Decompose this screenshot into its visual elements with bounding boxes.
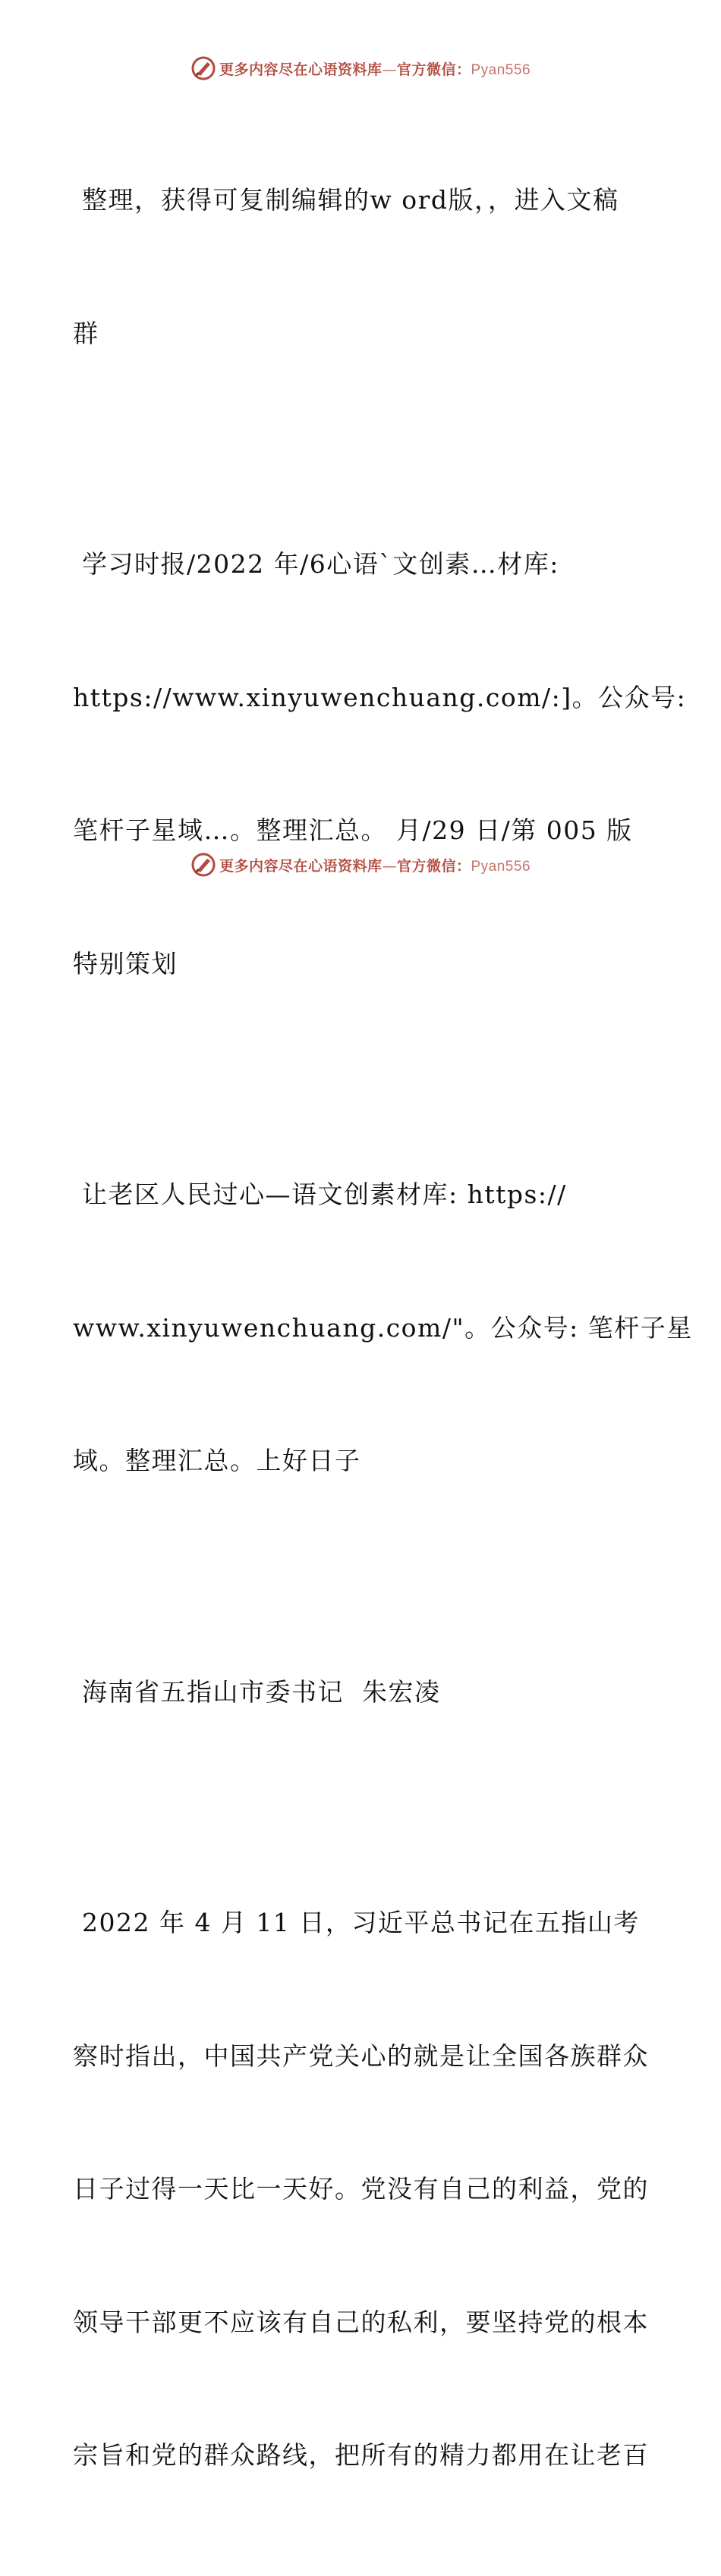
brand-logo-icon (190, 55, 216, 81)
text-line: 整理，获得可复制编辑的w ord版，，进入文稿 (73, 185, 619, 215)
banner-separator: — (382, 857, 397, 875)
banner-account: Pyan556 (471, 61, 531, 78)
text-line: 群 (73, 318, 99, 348)
text-line: 海南省五指山市委书记 朱宏凌 (73, 1676, 441, 1707)
text-line: 宗旨和党的群众路线，把所有的精力都用在让老百 (73, 2440, 649, 2470)
paragraph-1 (73, 90, 650, 445)
brand-logo-icon (190, 852, 216, 878)
banner-wechat-label: 官方微信： (396, 857, 471, 875)
banner-text (219, 855, 531, 875)
text-line: www.xinyuwenchuang.com/"。公众号: 笔杆子星 (73, 1312, 693, 1343)
paragraph-3 (73, 1084, 693, 1572)
banner-account: Pyan556 (471, 858, 531, 875)
text-line: 特别策划 (73, 948, 178, 979)
text-line: 让老区人民过心—语文创素材库: https:// (73, 1180, 567, 1209)
header-banner (0, 53, 721, 83)
text-line: 领导干部更不应该有自己的私利，要坚持党的根本 (73, 2307, 649, 2337)
text-line: 域。整理汇总。上好日子 (73, 1446, 361, 1475)
banner-wechat-label: 官方微信： (396, 61, 471, 78)
document-body (73, 90, 693, 2576)
footer-banner (0, 850, 721, 880)
banner-main-text: 更多内容尽在心语资料库 (219, 61, 383, 78)
banner-main-text: 更多内容尽在心语资料库 (219, 857, 383, 875)
paragraph-5 (73, 1812, 650, 2567)
text-line: https://www.xinyuwenchuang.com/:]。公众号: (73, 682, 687, 712)
text-line: 日子过得一天比一天好。党没有自己的利益，党的 (73, 2174, 649, 2204)
text-line: 2022 年 4 月 11 日，习近平总书记在五指山考 (73, 1908, 640, 1937)
text-line: 察时指出，中国共产党关心的就是让全国各族群众 (73, 2040, 649, 2071)
author-line (73, 1582, 650, 1804)
text-line: 学习时报/2022 年/6心语`文创素…材库: (73, 549, 559, 579)
banner-text (219, 58, 531, 79)
paragraph-2 (73, 454, 687, 1075)
banner-separator: — (382, 61, 397, 78)
text-line: 笔杆子星域…。整理汇总。 月/29 日/第 005 版 (73, 815, 633, 845)
